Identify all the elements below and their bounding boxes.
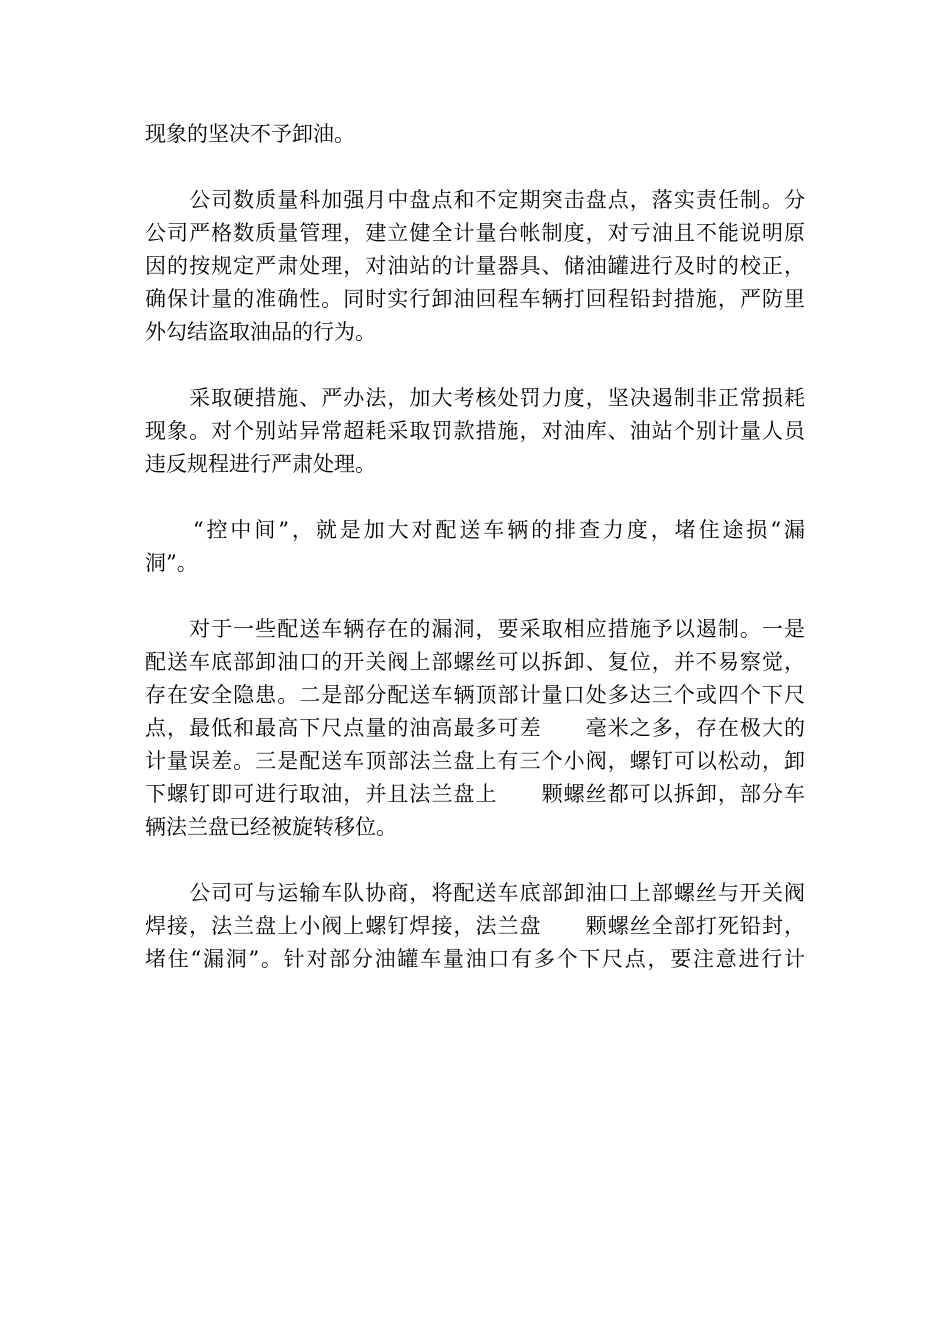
- text-line: 因的按规定严肃处理，对油站的计量器具、储油罐进行及时的校正，: [145, 254, 805, 278]
- paragraph-gap: [145, 481, 805, 514]
- text-line: 外勾结盗取油品的行为。: [145, 320, 376, 344]
- text-line: 公司数质量科加强月中盘点和不定期突击盘点，落实责任制。分: [145, 188, 805, 212]
- text-line: 违反规程进行严肃处理。: [145, 452, 376, 476]
- paragraph-gap: [145, 349, 805, 382]
- text-line: 现象的坚决不予卸油。: [145, 122, 355, 146]
- paragraph-gap: [145, 580, 805, 613]
- text-line: “控中间”，就是加大对配送车辆的排查力度，堵住途损“漏: [145, 518, 805, 542]
- paragraph-gap: [145, 844, 805, 877]
- text-line: 采取硬措施、严办法，加大考核处罚力度，坚决遏制非正常损耗: [145, 386, 805, 410]
- text-line: 公司可与运输车队协商，将配送车底部卸油口上部螺丝与开关阀: [145, 881, 805, 905]
- text-line: 配送车底部卸油口的开关阀上部螺丝可以拆卸、复位，并不易察觉，: [145, 650, 805, 674]
- text-line: 下螺钉即可进行取油，并且法兰盘上 颗螺丝都可以拆卸，部分车: [145, 782, 805, 806]
- text-line: 确保计量的准确性。同时实行卸油回程车辆打回程铅封措施，严防里: [145, 287, 805, 311]
- text-line: 对于一些配送车辆存在的漏洞，要采取相应措施予以遏制。一是: [145, 617, 805, 641]
- paragraph-4: [145, 514, 805, 580]
- paragraph-3: [145, 382, 805, 481]
- text-line: 洞”。: [145, 551, 198, 575]
- text-line: 计量误差。三是配送车顶部法兰盘上有三个小阀，螺钉可以松动，卸: [145, 749, 805, 773]
- text-line: 焊接，法兰盘上小阀上螺钉焊接，法兰盘 颗螺丝全部打死铅封，: [145, 914, 805, 938]
- paragraph-2: [145, 184, 805, 349]
- text-line: 公司严格数质量管理，建立健全计量台帐制度，对亏油且不能说明原: [145, 221, 805, 245]
- text-line: 堵住“漏洞”。针对部分油罐车量油口有多个下尺点，要注意进行计: [145, 947, 805, 971]
- text-line: 辆法兰盘已经被旋转移位。: [145, 815, 397, 839]
- paragraph-5: [145, 613, 805, 844]
- text-line: 存在安全隐患。二是部分配送车辆顶部计量口处多达三个或四个下尺: [145, 683, 805, 707]
- paragraph-6: [145, 877, 805, 976]
- paragraph-1: [145, 118, 805, 151]
- text-line: 点，最低和最高下尺点量的油高最多可差 毫米之多，存在极大的: [145, 716, 805, 740]
- text-line: 现象。对个别站异常超耗采取罚款措施，对油库、油站个别计量人员: [145, 419, 805, 443]
- paragraph-gap: [145, 151, 805, 184]
